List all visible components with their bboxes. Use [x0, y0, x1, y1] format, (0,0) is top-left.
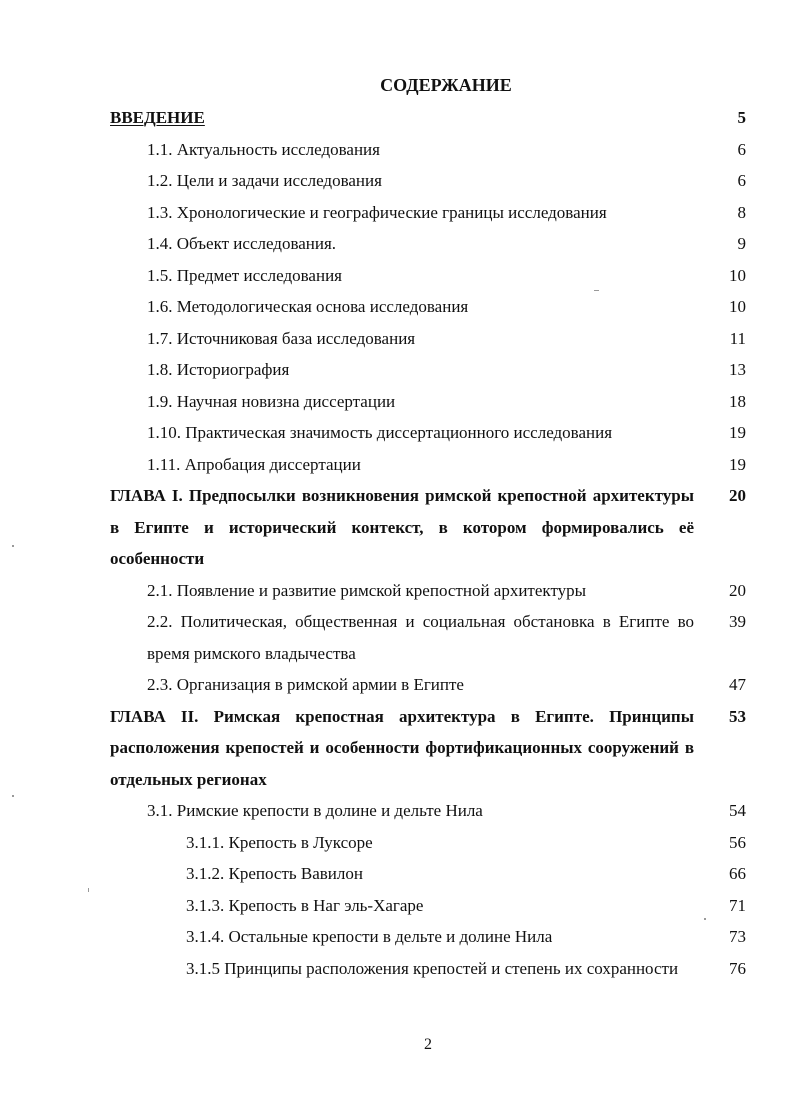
toc-entry-page: 47 [729, 675, 746, 694]
toc-entry-page: 6 [737, 171, 746, 190]
toc-entry-text: 3.1.2. Крепость Вавилон [186, 864, 363, 883]
toc-entry-page: 9 [737, 234, 746, 253]
toc-entry-text: 1.7. Источниковая база исследования [147, 328, 416, 348]
toc-entry-page: 10 [729, 265, 746, 285]
toc-entry-text: 1.6. Методологическая основа исследования [147, 297, 469, 316]
toc-entry-1-9[interactable] [110, 386, 746, 418]
toc-entry-page: 20 [729, 486, 746, 505]
toc-entry-page: 19 [729, 423, 746, 442]
toc-entry-page: 71 [729, 895, 746, 915]
toc-entry-page: 5 [737, 108, 746, 127]
toc-entry-1-11[interactable] [110, 449, 746, 481]
toc-entry-text: 3.1. Римские крепости в долине и дельте Нила [147, 801, 483, 820]
toc-entry-text: 2.2. Политическая, общественная и социальная обстановка в Египте во время римского владычества [147, 612, 694, 663]
toc-entry-text: 3.1.4. Остальные крепости в дельте и долине Нила [186, 927, 553, 946]
scan-speck [704, 918, 706, 920]
toc-entry-page: 20 [729, 580, 746, 600]
toc-entry-1-5[interactable] [110, 260, 746, 292]
toc-entry-1-8[interactable] [110, 354, 746, 386]
toc-entry-page: 19 [729, 454, 746, 474]
toc-entry-page: 66 [729, 864, 746, 883]
toc-entry-3-1-5[interactable] [110, 953, 746, 985]
toc-entry-page: 56 [729, 832, 746, 852]
toc-entry-page: 13 [729, 360, 746, 379]
scan-speck [88, 888, 89, 892]
toc-entry-text: 3.1.1. Крепость в Луксоре [186, 832, 373, 852]
toc-entry-text: 3.1.5 Принципы расположения крепостей и степень их сохранности [186, 958, 679, 978]
toc-entry-text: 1.10. Практическая значимость диссертационного исследования [147, 423, 613, 442]
table-of-contents [110, 102, 746, 984]
toc-entry-text: 1.3. Хронологические и географические границы исследования [147, 202, 607, 222]
toc-entry-page: 76 [729, 958, 746, 978]
toc-entry-page: 10 [729, 297, 746, 316]
toc-entry-text: 2.1. Появление и развитие римской крепостной архитектуры [147, 580, 587, 600]
toc-entry-page: 53 [729, 706, 746, 726]
toc-entry-page: 6 [737, 139, 746, 159]
toc-entry-text: 1.5. Предмет исследования [147, 265, 342, 285]
toc-entry-1-10[interactable] [110, 417, 746, 449]
scan-speck [594, 290, 599, 291]
toc-title: СОДЕРЖАНИЕ [380, 75, 512, 95]
toc-entry-page: 39 [729, 612, 746, 631]
toc-entry-page: 18 [729, 391, 746, 411]
toc-entry-3-1-4[interactable] [110, 921, 746, 953]
toc-entry-text: 1.8. Историография [147, 360, 290, 379]
toc-entry-1-7[interactable] [110, 323, 746, 355]
toc-entry-3-1[interactable] [110, 795, 746, 827]
toc-entry-text: 1.4. Объект исследования. [147, 234, 337, 253]
scan-speck [12, 795, 14, 797]
toc-entry-chapter-2[interactable] [110, 701, 746, 796]
toc-entry-text: 1.11. Апробация диссертации [147, 454, 361, 474]
toc-entry-1-1[interactable] [110, 134, 746, 166]
toc-entry-3-1-1[interactable] [110, 827, 746, 859]
toc-entry-1-4[interactable] [110, 228, 746, 260]
toc-entry-text: 3.1.3. Крепость в Наг эль-Хагаре [186, 895, 424, 915]
toc-entry-3-1-3[interactable] [110, 890, 746, 922]
toc-entry-introduction[interactable] [110, 102, 746, 134]
toc-entry-text: ГЛАВА I. Предпосылки возникновения римской крепостной архитектуры в Египте и исторический контекст, в котором формировались её особенности [110, 486, 694, 568]
toc-entry-2-1[interactable] [110, 575, 746, 607]
toc-entry-1-2[interactable] [110, 165, 746, 197]
toc-entry-text: 1.1. Актуальность исследования [147, 139, 380, 159]
toc-entry-2-3[interactable] [110, 669, 746, 701]
toc-entry-1-3[interactable] [110, 197, 746, 229]
toc-entry-page: 54 [729, 801, 746, 820]
page-number: 2 [424, 1036, 432, 1053]
toc-entry-page: 73 [729, 927, 746, 946]
toc-entry-page: 11 [729, 328, 746, 348]
toc-entry-3-1-2[interactable] [110, 858, 746, 890]
toc-entry-text: ВВЕДЕНИЕ [110, 108, 205, 127]
toc-entry-text: ГЛАВА II. Римская крепостная архитектура в Египте. Принципы расположения крепостей и особенности фортификационных сооружений в отдельных регионах [110, 706, 694, 789]
toc-entry-chapter-1[interactable] [110, 480, 746, 575]
toc-entry-text: 1.2. Цели и задачи исследования [147, 171, 382, 190]
scan-speck [12, 545, 14, 547]
toc-entry-2-2[interactable] [110, 606, 746, 669]
toc-entry-text: 2.3. Организация в римской армии в Египте [147, 675, 464, 694]
toc-entry-page: 8 [737, 202, 746, 222]
toc-entry-text: 1.9. Научная новизна диссертации [147, 391, 396, 411]
toc-entry-1-6[interactable] [110, 291, 746, 323]
